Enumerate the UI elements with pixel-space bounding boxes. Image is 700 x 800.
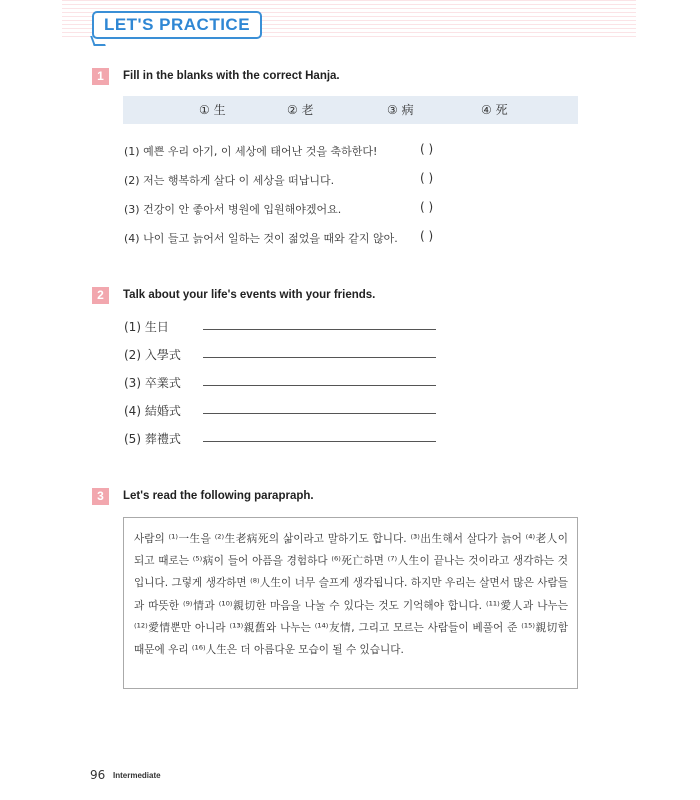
question-1: (1) 예쁜 우리 아기, 이 세상에 태어난 것을 축하한다!: [124, 145, 378, 158]
title-box: [92, 11, 262, 39]
answer-blank-1: ( ): [420, 142, 434, 156]
answer-line-5[interactable]: [203, 441, 436, 442]
section-2-title: Talk about your life's events with your friends.: [123, 289, 376, 301]
answer-line-2[interactable]: [203, 357, 436, 358]
event-label-5: (5) 葬禮式: [124, 432, 181, 446]
section-3-title: Let's read the following parapraph.: [123, 490, 314, 502]
page-title: LET'S PRACTICE: [103, 15, 251, 34]
reading-paragraph: 사람의 ⁽¹⁾一生을 ⁽²⁾生老病死의 삶이라고 말하기도 합니다. ⁽³⁾出生해서 살다가 늙어 ⁽⁴⁾老人이 되고 때로는 ⁽⁵⁾病이 들어 아픔을 경험하다 ⁽⁶⁾死亡하면 ⁽⁷⁾人生이 끝나는 것이라고 생각하는 것입니다. 그렇게 생각하면 ⁽⁸⁾人生이 너무 슬프게 생각됩니다. 하지만 우리는 살면서 많은 사람들과 따뜻한 ⁽⁹⁾情과 ⁽¹⁰⁾親切한 마음을 나눌 수 있다는 것도 기억해야 합니다. ⁽¹¹⁾愛人과 나누는 ⁽¹²⁾愛情뿐만 아니라 ⁽¹³⁾親舊와 나누는 ⁽¹⁴⁾友情, 그리고 모르는 사람들이 베풀어 준 ⁽¹⁵⁾親切함 때문에 우리 ⁽¹⁶⁾人生은 더 아름다운 모습이 될 수 있습니다.: [134, 533, 568, 657]
question-4: (4) 나이 들고 늙어서 일하는 것이 젊었을 때와 같지 않아.: [124, 232, 398, 245]
section-3-number: 3: [92, 488, 109, 505]
answer-line-3[interactable]: [203, 385, 436, 386]
page-level-label: Intermediate: [113, 771, 161, 780]
answer-blank-2: ( ): [420, 171, 434, 185]
section-1-title: Fill in the blanks with the correct Hanja.: [123, 70, 340, 82]
answer-line-4[interactable]: [203, 413, 436, 414]
question-3: (3) 건강이 안 좋아서 병원에 입원해야겠어요.: [124, 203, 342, 216]
answer-blank-4: ( ): [420, 229, 434, 243]
event-label-2: (2) 入學式: [124, 348, 181, 362]
event-label-4: (4) 結婚式: [124, 404, 181, 418]
choice-1: ① 生: [199, 103, 226, 117]
section-1-number: 1: [92, 68, 109, 85]
event-label-1: (1) 生日: [124, 320, 169, 334]
choice-2: ② 老: [287, 103, 314, 117]
event-label-3: (3) 卒業式: [124, 376, 181, 390]
answer-blank-3: ( ): [420, 200, 434, 214]
section-2-number: 2: [92, 287, 109, 304]
page-number: 96: [90, 768, 106, 782]
choice-bar: [123, 96, 578, 124]
choice-3: ③ 病: [387, 103, 414, 117]
choice-4: ④ 死: [481, 103, 508, 117]
question-2: (2) 저는 행복하게 살다 이 세상을 떠납니다.: [124, 174, 335, 187]
answer-line-1[interactable]: [203, 329, 436, 330]
